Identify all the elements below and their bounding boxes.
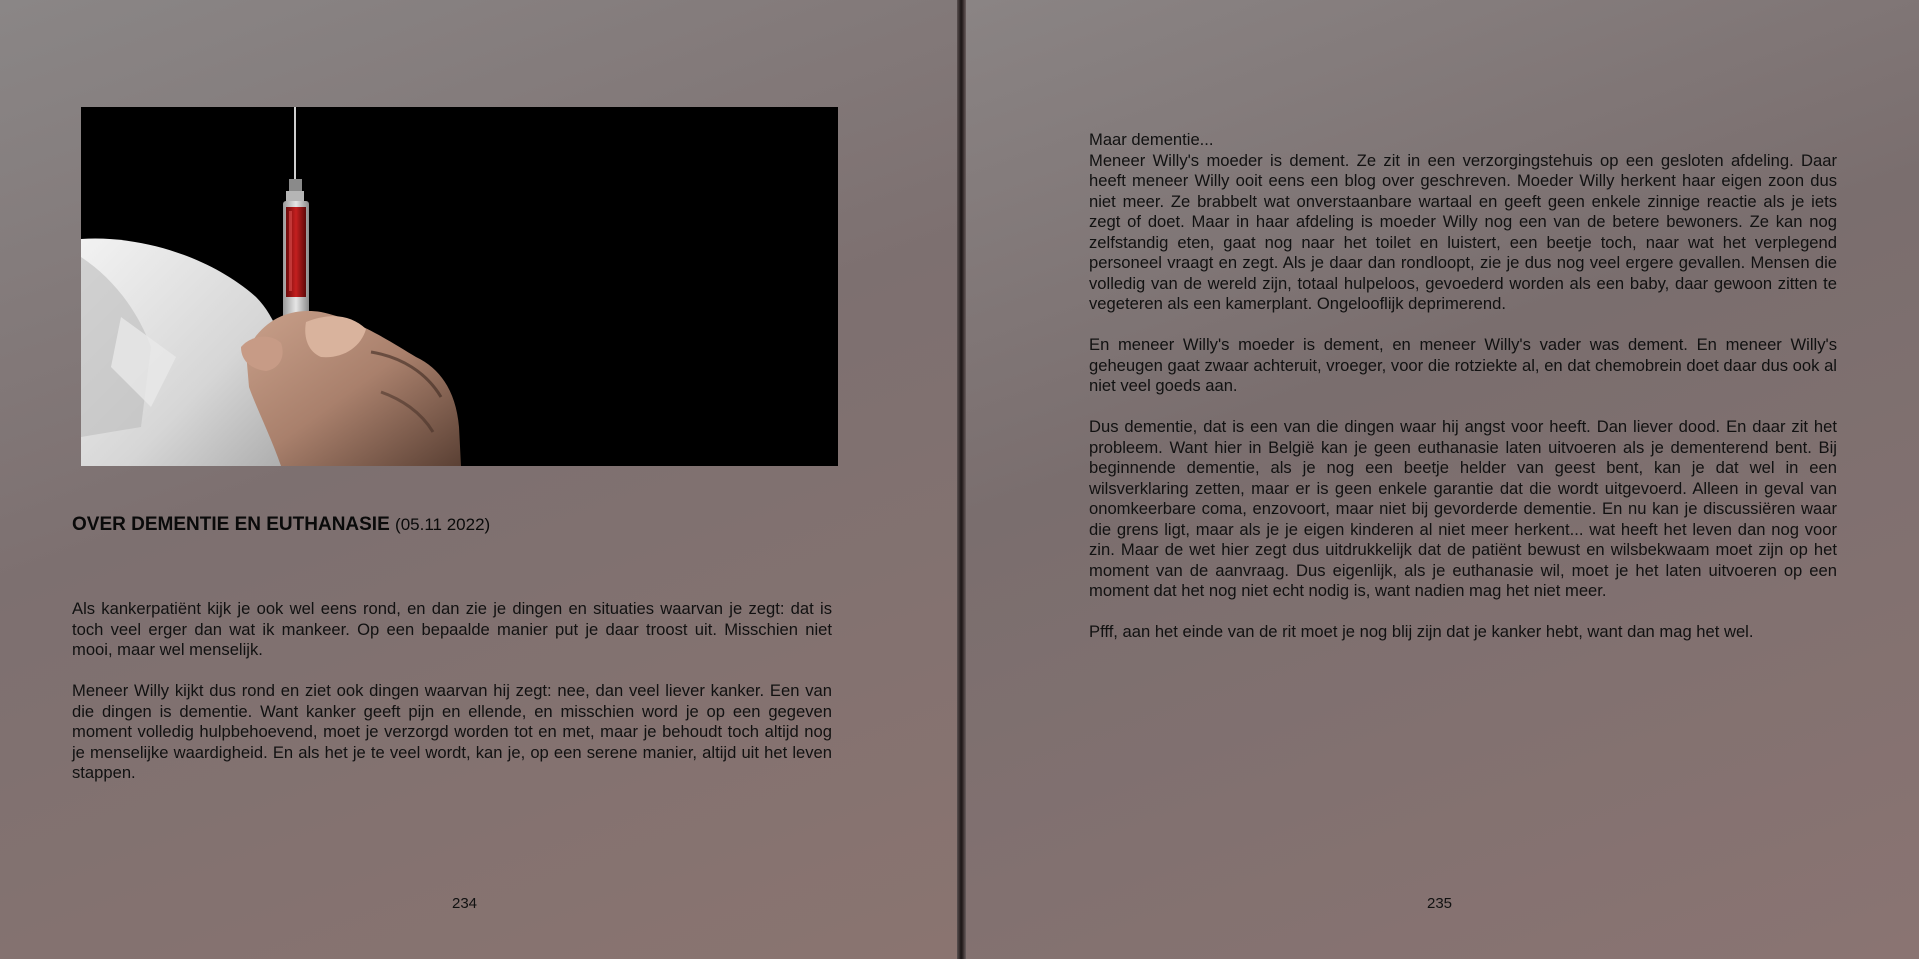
syringe-photo bbox=[81, 107, 838, 466]
paragraph: Als kankerpatiënt kijk je ook wel eens rond, en dan zie je dingen en situaties waarvan je zegt: dat is toch veel erger dan wat ik mankeer. Op een bepaalde manier put je daar troost uit. Misschien niet mooi, maar wel menselijk. bbox=[72, 599, 832, 659]
article-heading bbox=[72, 514, 592, 536]
intro-line: Maar dementie... bbox=[1089, 130, 1214, 149]
syringe-in-hand-illustration bbox=[81, 107, 838, 466]
paragraph: Meneer Willy kijkt dus rond en ziet ook dingen waarvan hij zegt: nee, dan veel liever kanker. Een van die dingen is dementie. Want kanker geeft pijn en ellende, en misschien word je op een gegeven moment volledig hulpbehoevend, moet je verzorgd worden tot en met, maar je behoudt toch altijd nog je menselijke waardigheid. En als het je te veel wordt, kan je, op een serene manier, altijd uit het leven stappen. bbox=[72, 681, 832, 782]
paragraph: Dus dementie, dat is een van die dingen waar hij angst voor heeft. Dan liever dood. En daar zit het probleem. Want hier in België kan je geen euthanasie laten uitvoeren als je dementerend bent. Bij beginnende dementie, als je nog een beetje helder van geest bent, kan je dat wel in een wilsverklaring zetten, maar er is geen enkele garantie dat die wordt uitgevoerd. Alleen in geval van onomkeerbare coma, enzovoort, maar niet bij gevorderde dementie. En nu kan je discussiëren waar die grens ligt, maar als je je eigen kinderen al niet meer herkent... wat heeft het leven dan nog voor zin. Maar de wet hier zegt dus uitdrukkelijk dat de patiënt bewust en wilsbekwaam moet zijn op het moment van de aanvraag. Dus eigenlijk, als je euthanasie wil, moet je het laten uitvoeren op een moment dat het nog niet echt nodig is, want nadien mag het niet meer. bbox=[1089, 417, 1837, 600]
right-page-text bbox=[1089, 130, 1837, 663]
paragraph: Pfff, aan het einde van de rit moet je nog blij zijn dat je kanker hebt, want dan mag het wel. bbox=[1089, 622, 1754, 641]
book-gutter bbox=[957, 0, 966, 959]
left-page bbox=[0, 0, 957, 959]
paragraph: En meneer Willy's moeder is dement, en meneer Willy's vader was dement. En meneer Willy's geheugen gaat zwaar achteruit, vroeger, voor die rotziekte al, en dat chemobrein doet daar dus ook al niet veel goeds aan. bbox=[1089, 335, 1837, 395]
page-number: 234 bbox=[452, 895, 478, 912]
article-date: (05.11 2022) bbox=[395, 515, 491, 534]
paragraph: Meneer Willy's moeder is dement. Ze zit in een verzorgingstehuis op een gesloten afdeling. Daar heeft meneer Willy ooit eens een blog over geschreven. Moeder Willy herkent haar eigen zoon dus niet meer. Ze brabbelt wat onverstaanbare wartaal en geeft geen enkele zinnige reactie als je iets zegt of doet. Maar in haar afdeling is moeder Willy nog een van de betere bewoners. Ze kan nog zelfstandig eten, gaat nog naar het toilet en luistert, een beetje toch, naar wat het verplegend personeel vraagt en zegt. Als je daar dan rondloopt, zie je dus nog veel ergere gevallen. Mensen die volledig van de wereld zijn, totaal hulpeloos, gevoederd worden als een baby, daar gewoon zitten te vegeteren als een kamerplant. Ongelooflijk deprimerend. bbox=[1089, 150, 1837, 313]
article-title: OVER DEMENTIE EN EUTHANASIE bbox=[72, 514, 390, 535]
page-number: 235 bbox=[1427, 895, 1453, 912]
left-page-text bbox=[72, 599, 832, 804]
